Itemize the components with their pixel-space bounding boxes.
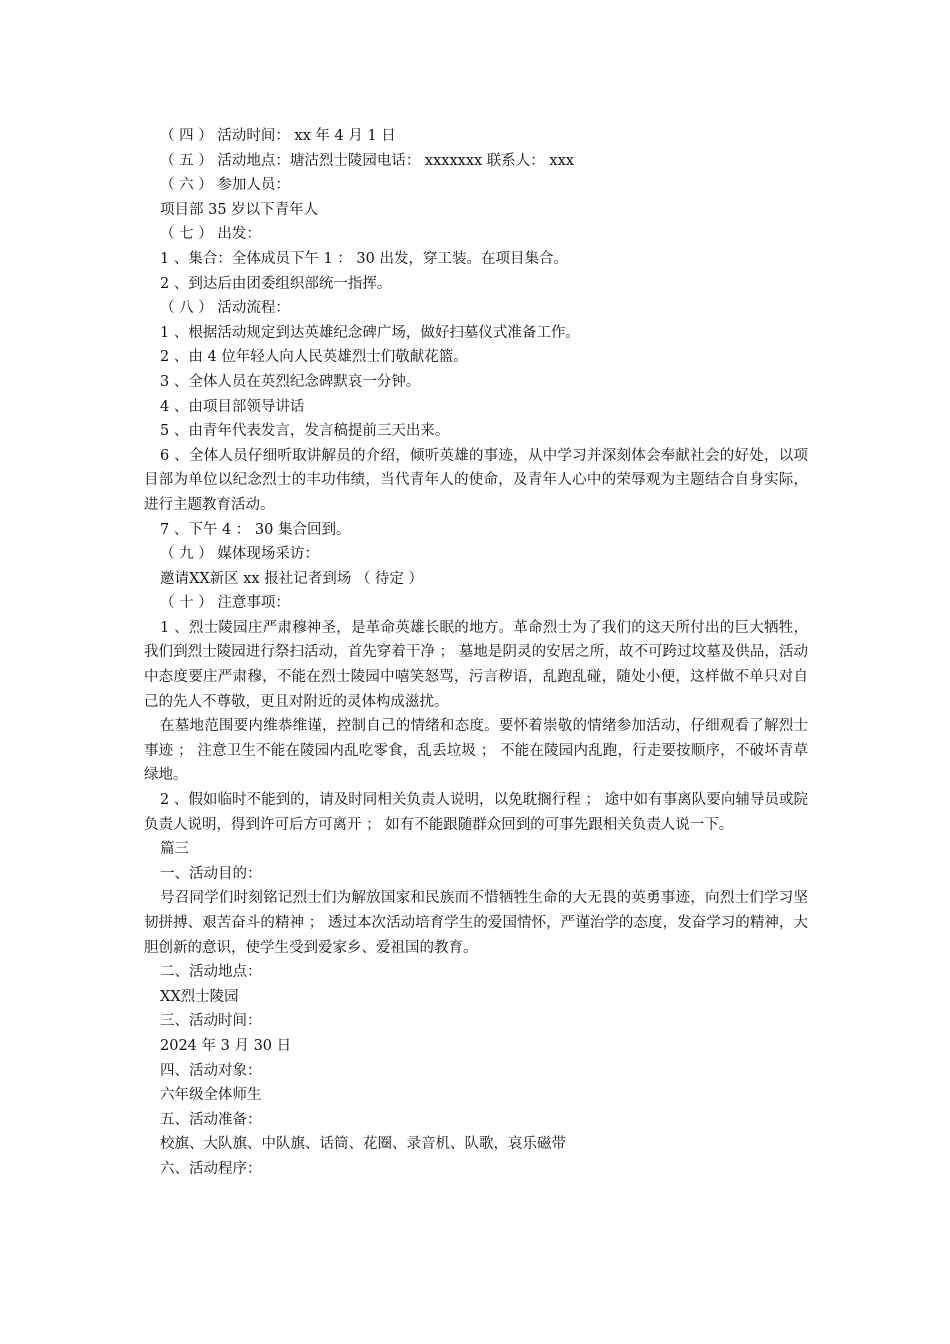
paragraph-notice-2: 2 、假如临时不能到的，请及时同相关负责人说明，以免耽搁行程 ； 途中如有事离队要向辅导员或院负责人说明，得到许可后方可离开 ； 如有不能跟随群众回到的可事先跟相关负责人说一下。 xyxy=(144,792,808,833)
line-process-3: 3 、全体人员在英烈纪念碑默哀一分钟。 xyxy=(160,373,421,390)
heading-procedure: 六、活动程序： xyxy=(160,1160,262,1177)
document-page xyxy=(144,124,808,1182)
line-process-4: 4 、由项目部领导讲话 xyxy=(160,398,305,415)
heading-audience: 四、活动对象： xyxy=(160,1062,262,1079)
line-process-heading: （ 八 ） 活动流程： xyxy=(160,300,290,317)
line-activity-location: （ 五 ） 活动地点：塘沽烈士陵园电话： xxxxxxx 联系人： xxx xyxy=(160,152,574,169)
line-process-1: 1 、根据活动规定到达英雄纪念碑广场，做好扫墓仪式准备工作。 xyxy=(160,324,580,341)
line-preparation: 校旗、大队旗、中队旗、话筒、花圈、录音机、队歌，哀乐磁带 xyxy=(160,1136,566,1153)
heading-location: 二、活动地点： xyxy=(160,964,262,981)
line-departure-heading: （ 七 ） 出发： xyxy=(160,226,261,243)
line-process-7: 7 、下午 4 ： 30 集合回到。 xyxy=(160,521,351,538)
section-title-part3: 篇三 xyxy=(160,841,189,858)
heading-time: 三、活动时间： xyxy=(160,1013,262,1030)
line-departure-2: 2 、到达后由团委组织部统一指挥。 xyxy=(160,275,392,292)
line-activity-time: （ 四 ） 活动时间： xx 年 4 月 1 日 xyxy=(160,128,396,144)
line-location: XX烈士陵园 xyxy=(160,988,239,1005)
heading-purpose: 一、活动目的： xyxy=(160,865,262,882)
paragraph-notice-1: 1 、烈士陵园庄严肃穆神圣，是革命英雄长眠的地方。革命烈士为了我们的这天所付出的巨大牺牲，我们到烈士陵园进行祭扫活动，首先穿着干净 ； 墓地是阴灵的安居之所，故不可跨过坟墓及供品，活动中态度要庄严肃穆，不能在烈士陵园中嘻笑怒骂，污言秽语，乱跑乱碰，随处小便，这样做不单只对自己的先人不尊敬，更且对附近的灵体构成滋扰。 xyxy=(144,619,808,710)
line-media-heading: （ 九 ） 媒体现场采访： xyxy=(160,546,319,563)
line-participants-heading: （ 六 ） 参加人员： xyxy=(160,177,290,194)
line-process-2: 2 、由 4 位年轻人向人民英雄烈士们敬献花篮。 xyxy=(160,349,468,366)
paragraph-notice-1b: 在墓地范围要内维恭维谨，控制自己的情绪和态度。要怀着崇敬的情绪参加活动，仔细观看了解烈士事迹 ； 注意卫生不能在陵园内乱吃零食，乱丢垃圾 ； 不能在陵园内乱跑，行走要按顺序，不破坏青草绿地。 xyxy=(144,718,808,784)
line-participants: 项目部 35 岁以下青年人 xyxy=(160,201,319,218)
line-media: 邀请XX新区 xx 报社记者到场 （ 待定 ） xyxy=(160,570,424,587)
line-notice-heading: （ 十 ） 注意事项： xyxy=(160,595,290,612)
line-time: 2024 年 3 月 30 日 xyxy=(160,1037,292,1054)
line-process-5: 5 、由青年代表发言，发言稿提前三天出来。 xyxy=(160,423,450,440)
paragraph-process-6: 6 、全体人员仔细听取讲解员的介绍，倾听英雄的事迹，从中学习并深刻体会奉献社会的好处，以项目部为单位以纪念烈士的丰功伟绩，当代青年人的使命，及青年人心中的荣辱观为主题结合自身实际，进行主题教育活动。 xyxy=(144,447,808,513)
line-departure-1: 1 、集合：全体成员下午 1 ： 30 出发，穿工装。在项目集合。 xyxy=(160,250,568,267)
heading-preparation: 五、活动准备： xyxy=(160,1111,262,1128)
paragraph-purpose: 号召同学们时刻铭记烈士们为解放国家和民族而不惜牺牲生命的大无畏的英勇事迹，向烈士们学习坚韧拼搏、艰苦奋斗的精神 ； 透过本次活动培育学生的爱国情怀，严谨治学的态度，发奋学习的精神，大胆创新的意识，使学生受到爱家乡、爱祖国的教育。 xyxy=(144,890,808,956)
line-audience: 六年级全体师生 xyxy=(160,1087,262,1104)
